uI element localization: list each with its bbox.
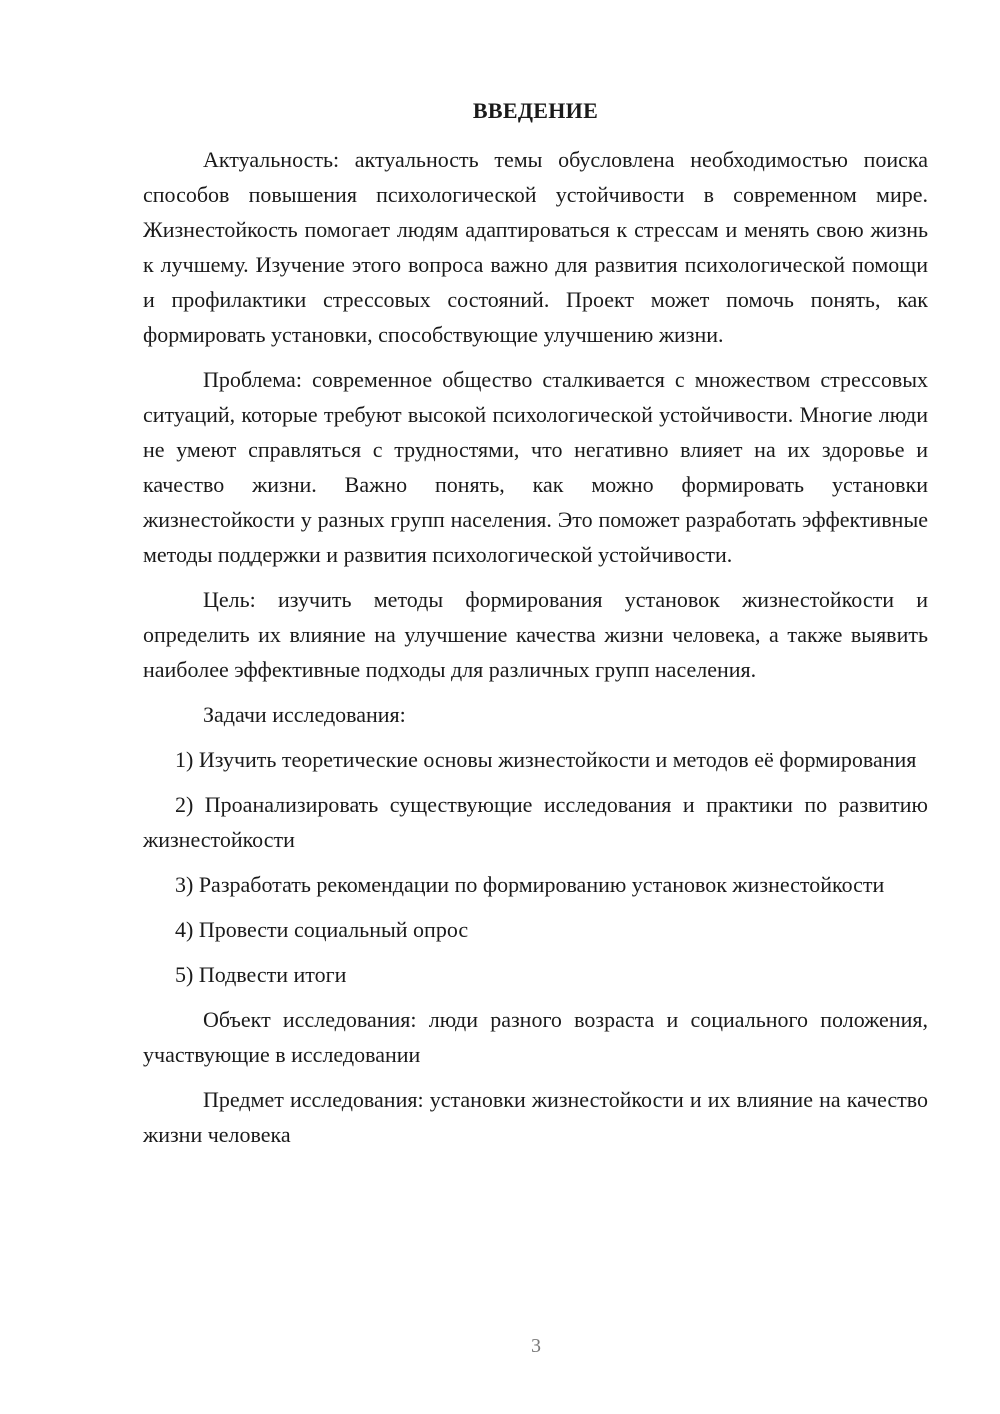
task-item-5: 5) Подвести итоги	[175, 962, 347, 987]
goal-paragraph: Цель: изучить методы формирования установок жизнестойкости и определить их влияние на улучшение качества жизни человека, а также выявить наиболее эффективные подходы для различных групп населения.	[143, 587, 928, 682]
task-item-1: 1) Изучить теоретические основы жизнестойкости и методов её формирования	[175, 747, 917, 772]
relevance-paragraph: Актуальность: актуальность темы обусловлена необходимостью поиска способов повышения психологической устойчивости в современном мире. Жизнестойкость помогает людям адаптироваться к стрессам и менять свою жизнь к лучшему. Изучение этого вопроса важно для развития психологической помощи и профилактики стрессовых состояний. Проект может помочь понять, как формировать установки, способствующие улучшению жизни.	[143, 147, 928, 347]
task-item-4: 4) Провести социальный опрос	[175, 917, 469, 942]
task-item-3: 3) Разработать рекомендации по формированию установок жизнестойкости	[175, 872, 885, 897]
page-content	[143, 96, 928, 1162]
subject-paragraph: Предмет исследования: установки жизнестойкости и их влияние на качество жизни человека	[143, 1087, 928, 1147]
page-number: 3	[531, 1335, 541, 1357]
tasks-heading: Задачи исследования:	[203, 702, 406, 727]
problem-paragraph: Проблема: современное общество сталкивается с множеством стрессовых ситуаций, которые требуют высокой психологической устойчивости. Многие люди не умеют справляться с трудностями, что негативно влияет на их здоровье и качество жизни. Важно понять, как можно формировать установки жизнестойкости у разных групп населения. Это поможет разработать эффективные методы поддержки и развития психологической устойчивости.	[143, 367, 928, 567]
task-item-2: 2) Проанализировать существующие исследования и практики по развитию жизнестойкости	[143, 792, 928, 852]
object-paragraph: Объект исследования: люди разного возраста и социального положения, участвующие в исследовании	[143, 1007, 928, 1067]
section-title: ВВЕДЕНИЕ	[472, 98, 599, 123]
